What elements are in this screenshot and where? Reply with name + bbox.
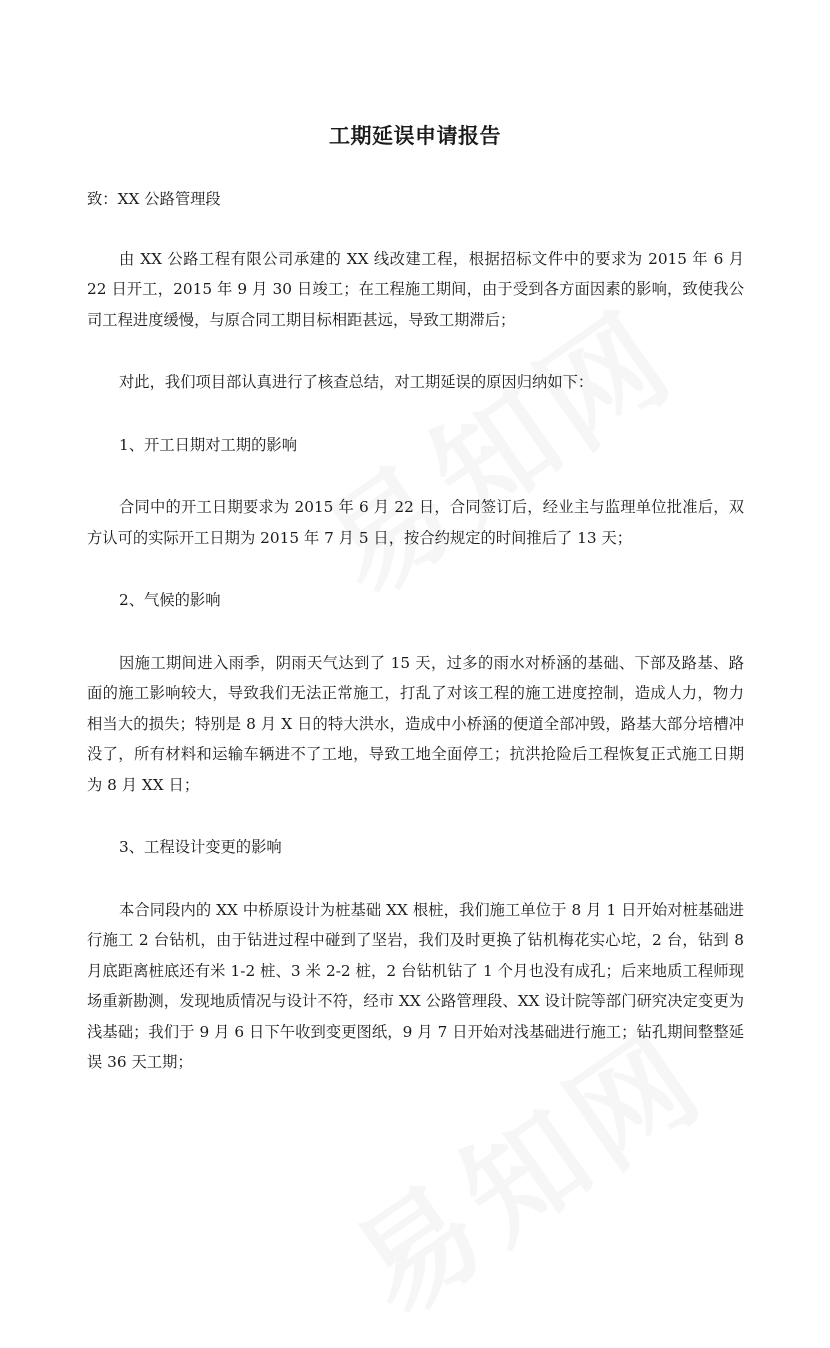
- body-paragraph: 本合同段内的 XX 中桥原设计为桩基础 XX 根桩，我们施工单位于 8 月 1 日开始对桩基础进行施工 2 台钻机，由于钻进过程中碰到了坚岩，我们及时更换了钻机梅花实心坨，2 台，钻到 8 月底距离桩底还有米 1-2 桩、3 米 2-2 桩，2 台钻机钻了 1 个月也没有成孔；后来地质工程师现场重新勘测，发现地质情况与设计不符，经市 XX 公路管理段、XX 设计院等部门研究决定变更为浅基础；我们于 9 月 6 日下午收到变更图纸，9 月 7 日开始对浅基础进行施工；钻孔期间整整延误 36 天工期；: [87, 900, 744, 1071]
- addressee-line: 致：XX 公路管理段: [87, 190, 221, 208]
- document-body: [87, 184, 744, 1110]
- body-paragraph: 因施工期间进入雨季，阴雨天气达到了 15 天，过多的雨水对桥涵的基础、下部及路基、路面的施工影响较大，导致我们无法正常施工，打乱了对该工程的施工进度控制，造成人力，物力相当大的损失；特别是 8 月 X 日的特大洪水，造成中小桥涵的便道全部冲毁，路基大部分培槽冲没了，所有材料和运输车辆进不了工地，导致工地全面停工；抗洪抢险后工程恢复正式施工日期为 8 月 XX 日；: [87, 653, 744, 794]
- body-paragraph: 对此，我们项目部认真进行了核查总结，对工期延误的原因归纳如下：: [119, 373, 594, 391]
- section-heading: 3、工程设计变更的影响: [119, 838, 282, 856]
- body-paragraph: 由 XX 公路工程有限公司承建的 XX 线改建工程，根据招标文件中的要求为 2015 年 6 月 22 日开工，2015 年 9 月 30 日竣工；在工程施工期间，由于受到各方面因素的影响，致使我公司工程进度缓慢，与原合同工期目标相距甚远，导致工期滞后；: [87, 249, 744, 329]
- document-title: 工期延误申请报告: [329, 124, 501, 148]
- section-heading: 2、气候的影响: [119, 591, 221, 609]
- section-heading: 1、开工日期对工期的影响: [119, 435, 297, 454]
- body-paragraph: 合同中的开工日期要求为 2015 年 6 月 22 日，合同签订后，经业主与监理单位批准后，双方认可的实际开工日期为 2015 年 7 月 5 日，按合约规定的时间推后了 13 天；: [87, 498, 744, 547]
